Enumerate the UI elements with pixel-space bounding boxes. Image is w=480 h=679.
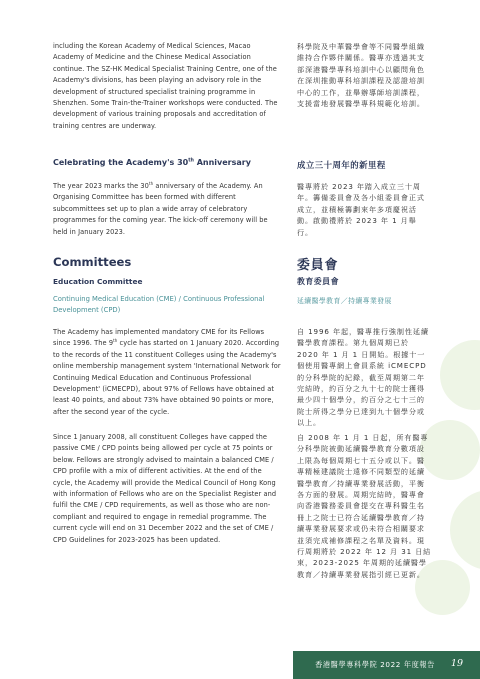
anniversary-heading-en: Celebrating the Academy's 30th Anniversary [53, 158, 251, 167]
cme-paragraph-2-en: Since 1 January 2008, all constituent Colleges have capped the passive CME / CPD points being allowed per cycle at 75 points or below. Fellows are strongly advised to maintain a balanced CME / CPD profile with a mix of different activities. At the end of the cycle, the Academy will provide the Medical Council of Hong Kong with information of Fellows who are on the Specialist Register and fulfil the CME / CPD requirements, as well as those who are non-compliant and required to engage in remedial programme. The current cycle will end on 31 December 2022 and the set of CME / CPD Guidelines for 2023-2025 has been updated. [53, 433, 277, 544]
education-committee-heading-zh: 教育委員會 [297, 277, 339, 286]
footer-report-title: 香港醫學專科學院 2022 年度報告 [315, 660, 435, 669]
committees-title-en: Committees [53, 255, 132, 269]
education-committee-heading-en: Education Committee [53, 277, 143, 286]
page-number: 19 [450, 658, 463, 669]
page-footer [293, 651, 480, 679]
anniversary-paragraph-en: The year 2023 marks the 30th anniversary of the Academy. An Organising Committee has been formed with different subcommittees set up to plan a wide array of celebratory programmes for the coming year. The kick-off ceremony will be held in January 2023. [53, 180, 268, 236]
cme-paragraph-1-zh: 自 1996 年起，醫專推行強制性延續醫學教育課程。第九個周期已於 2020 年 1 月 1 日開始。根據十一個使用醫專網上會員系統 iCMECPD 的分科學院的紀錄，截至周期第二年完結時，約百分之九十七的院士獲得最少四十個學分，約百分之七十三的院士所得之學分已達到九十個學分或以上。 [297, 327, 429, 428]
committees-title-zh: 委員會 [297, 258, 339, 273]
anniversary-heading-zh: 成立三十周年的新里程 [297, 160, 386, 170]
cme-subheading-en: Continuing Medical Education (CME) / Continuous Professional Development (CPD) [53, 295, 265, 315]
continuation-paragraph-zh: 科學院及中華醫學會等不同醫學組織維持合作夥伴關係。醫專亦透過其支部深港醫學專科培訓中心以顧問角色在深圳推動專科培訓課程及認證培訓中心的工作，並舉辦導師培訓課程，支援當地發展醫學專科規範化培訓。 [297, 42, 425, 109]
anniversary-paragraph-zh: 醫專將於 2023 年踏入成立三十周年。籌備委員會及各小組委員會正式成立，並積極籌劃來年多項慶祝活動。啟動禮將於 2023 年 1 月舉行。 [297, 182, 425, 237]
cme-subheading-zh: 延續醫學教育／持續專業發展 [297, 297, 392, 305]
cme-paragraph-1-en: The Academy has implemented mandatory CME for its Fellows since 1996. The 9th cycle has started on 1 January 2020. According to the records of the 11 constituent Colleges using the Academy's online membership management system 'International Network for Continuing Medical Education and Continuous Professional Development' (iCMECPD), about 97% of Fellows have obtained at least 40 points, and about 73% have obtained 90 points or more, after the second year of the cycle. [53, 328, 281, 416]
cme-paragraph-2-zh: 自 2008 年 1 月 1 日起，所有醫專分科學院被動延續醫學教育分數項設上限為每個周期七十五分或以下。醫專精極建議院士遠修不同類型的延續醫學教育／持續專業發展活動，平衡各方面的發展。周期完結時，醫專會向香港醫務委員會提交在專科醫生名冊上之院士已符合延續醫學教育／持續專業發展要求或仍未符合相關要求並須完成補修課程之名單及資料。現行周期將於 2022 年 12 月 31 日結束，2023-2025 年周期的延續醫學教育／持續專業發展指引經已更新。 [297, 433, 432, 579]
continuation-paragraph-en: including the Korean Academy of Medical Sciences, Macao Academy of Medicine and the Chinese Medical Association continue. The SZ-HK Medical Specialist Training Centre, one of the Academy's divisions, has been playing an advisory role in the development of structured specialist training programme in Shenzhen. Some Train-the-Trainer workshops were conducted. The development of various training proposals and accreditation of training centres are underway. [53, 42, 278, 130]
